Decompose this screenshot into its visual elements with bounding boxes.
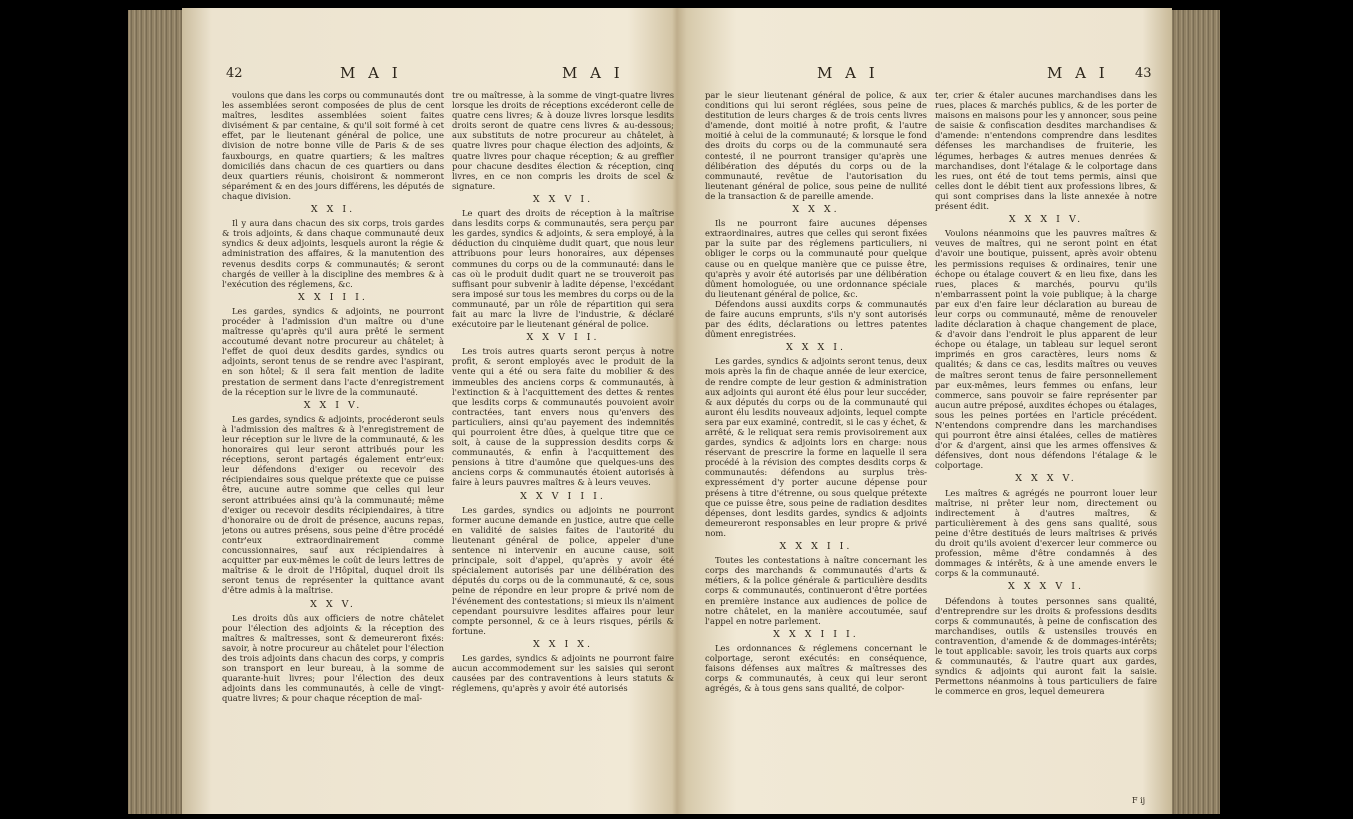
article-paragraph: Toutes les contestations à naître concernant les corps des marchands & communautés d'arts & métiers, & la police générale & particulière desdits corps & communautés, continueront d'être portées en première instance aux audiences de police de notre châtelet, en la manière accoutumée, sauf l'appel en notre parlement. bbox=[705, 555, 927, 626]
article-number: X X X V I. bbox=[1007, 581, 1084, 593]
right-column-4 bbox=[935, 90, 1157, 794]
article-paragraph: Ils ne pourront faire aucunes dépenses extraordinaires, autres que celles qui seront fixées par la suite par des réglemens particuliers, ni obliger le corps ou la communauté pour quelque cause ou en quelque manière que ce puisse être, qu'après y avoir été autorisés par une délibération dûment homologuée, ou une ordonnance spéciale du lieutenant général de police, &c. bbox=[705, 218, 927, 299]
article-paragraph: Les ordonnances & réglemens concernant le colportage, seront exécutés: en conséquence, faisons défenses aux maîtres & maîtresses des corps & communautés, à ceux qui leur seront agrégés, & à tous gens sans qualité, de colpor- bbox=[705, 642, 927, 694]
article-number: X X X. bbox=[792, 204, 840, 216]
running-head-right: M A I bbox=[1047, 64, 1109, 82]
article-paragraph: Les maîtres & agrégés ne pourront louer leur maîtrise, ni prêter leur nom, directement ou indirectement à d'autres maîtres, & particulièrement à des gens sans qualité, sous peine d'être destitués de leurs maîtrises & privés du droit qu'ils avoient d'exercer leur commerce ou profession, même d'être condamnés à des dommages & intérêts, & à une amende envers le corps & la communauté. bbox=[935, 487, 1157, 579]
article-paragraph: Les gardes, syndics & adjoints ne pourront faire aucun accommodement sur les saisies qui seront causées par des contraventions à leurs statuts & réglemens, qu'après y avoir été autorisés bbox=[452, 652, 674, 694]
article-number: X X I. bbox=[310, 204, 356, 216]
page-number-right: 43 bbox=[1135, 66, 1152, 81]
article-paragraph: par le sieur lieutenant général de police, & aux conditions qui lui seront réglées, sous peine de destitution de leurs charges & de trois cents livres d'amende, dont moitié à notre profit, & l'autre moitié à celui de la communauté; & lorsque le fond des droits du corps ou de la communauté sera contesté, il ne pourront transiger qu'après une délibération des députés du corps ou de la communauté, revêtue de l'autorisation du lieutenant général de police, sous peine de nullité de la transaction & de pareille amende. bbox=[705, 90, 927, 201]
article-paragraph: Les gardes, syndics & adjoints, ne pourront procéder à l'admission d'un maître ou d'une maîtresse qu'après qu'il aura prêté le serment accoutumé devant notre procureur au châtelet; à l'effet de quoi deux desdits gardes, syndics ou adjoints, seront tenus de se rendre avec l'aspirant, en son hôtel; & il sera fait mention de ladite prestation de serment dans l'acte d'enregistrement de la réception sur le livre de la communauté. bbox=[222, 305, 444, 397]
article-paragraph: Les trois autres quarts seront perçus à notre profit, & seront employés avec le produit de la vente qui a été ou sera faite du mobilier & des immeubles des anciens corps & communautés, à l'extinction & à l'acquittement des dettes & rentes que lesdits corps & communautés pouvoient avoir contractées, tant envers nous qu'envers des particuliers, ainsi qu'au payement des indemnités qui pourroient être dûes, à quelque titre que ce soit, à cause de la suppression desdits corps & communautés, & enfin à l'acquittement des pensions à titre d'aumône que quelques-uns des anciens corps & communautés étoient autorisés à faire à leurs pauvres maîtres & à leurs veuves. bbox=[452, 346, 674, 488]
article-paragraph: Les gardes, syndics & adjoints seront tenus, deux mois après la fin de chaque année de leur exercice, de rendre compte de leur gestion & administration aux adjoints qui auront été élus pour leur succéder, & aux députés du corps ou de la communauté qui auront élu lesdits nouveaux adjoints, lequel compte sera par eux examiné, contredit, si le cas y échet, & arrêté, & le reliquat sera remis provisoirement aux gardes, syndics & adjoints lors en charge: nous réservant de prescrire la forme en laquelle il sera procédé à la révision des comptes desdits corps & communautés: défendons au surplus très-expressément d'y porter aucune dépense pour présens à titre d'étrenne, ou sous quelque prétexte que ce puisse être, sous peine de radiation desdites dépenses, dont lesdits gardes, syndics & adjoints demeureront responsables en leur propre & privé nom. bbox=[705, 356, 927, 538]
page-number-left: 42 bbox=[226, 66, 243, 81]
article-number: X X X I V. bbox=[1008, 214, 1084, 226]
running-head-left: M A I bbox=[340, 64, 402, 82]
article-number: X X X I. bbox=[785, 342, 847, 354]
article-number: X X I X. bbox=[532, 638, 594, 650]
article-number: X X V I I. bbox=[526, 332, 600, 344]
article-paragraph: Les gardes, syndics & adjoints, procéderont seuls à l'admission des maîtres & à l'enregistrement de leur réception sur le livre de la communauté, & les honoraires qui leur seront attribués pour les réceptions, seront partagés également entr'eux: leur défendons d'exiger ou recevoir des récipiendaires sous quelque prétexte que ce puisse être, aucune autre somme que celles qui leur seront attribuées ainsi qu'à la communauté; même d'exiger ou recevoir desdits récipiendaires, à titre d'honoraire ou de droit de présence, aucuns repas, jetons ou autres présens, sous peine d'être procédé contr'eux extraordinairement comme concussionnaires, sauf aux récipiendaires à acquitter par eux-mêmes le coût de leurs lettres de maîtrise & le droit de l'Hôpital, duquel droit ils seront tenus de représenter la quittance avant d'être admis à la maîtrise. bbox=[222, 413, 444, 596]
article-paragraph: Les gardes, syndics ou adjoints ne pourront former aucune demande en justice, autre que celle en validité de saisies faites de l'autorité du lieutenant général de police, appeler d'une sentence ni intervenir en aucune cause, soit principale, soit d'appel, qu'après y avoir été spécialement autorisés par une délibération des députés du corps ou de la communauté, & ce, sous peine de répondre en leur propre & privé nom de l'événement des contestations; si mieux ils n'aiment cependant poursuivre lesdites affaires pour leur compte personnel, & ce à leurs risques, périls & fortune. bbox=[452, 504, 674, 636]
article-paragraph: Défendons aussi auxdits corps & communautés de faire aucuns emprunts, s'ils n'y sont autorisés par des édits, déclarations ou lettres patentes dûment enregistrées. bbox=[705, 298, 927, 340]
article-paragraph: tre ou maîtresse, à la somme de vingt-quatre livres lorsque les droits de réceptions excéderont celle de quatre cens livres; & à douze livres lorsque lesdits droits seront de quatre cens livres & au-dessous; aux substituts de notre procureur au châtelet, à quatre livres pour chaque élection des adjoints, & quatre livres pour chaque réception; & au greffier pour chacune desdites élection & réception, cinq livres, en ce non compris les droits de scel & signature. bbox=[452, 90, 674, 191]
article-number: X X I I I. bbox=[298, 291, 368, 303]
article-number: X X X V. bbox=[1015, 473, 1077, 485]
right-column-3 bbox=[705, 90, 927, 784]
page-edges-right bbox=[1170, 10, 1220, 814]
article-paragraph: Il y aura dans chacun des six corps, trois gardes & trois adjoints, & dans chaque communauté deux syndics & deux adjoints, lesquels auront la régie & administration des affaires, & la manutention des revenus desdits corps & communautés; & seront chargés de veiller à la discipline des membres & à l'exécution des réglemens, &c. bbox=[222, 218, 444, 289]
article-paragraph: voulons que dans les corps ou communautés dont les assemblées seront composées de plus de cent maîtres, lesdites assemblées soient faites divisément & par centaine, & qu'il soit formé à cet effet, par le lieutenant général de police, une division de notre bonne ville de Paris & de ses fauxbourgs, en quatre quartiers; & les maîtres domiciliés dans chacun de ces quartiers ou dans deux quartiers réunis, choisiront & nommeront séparément & en des jours différens, les députés de chaque division. bbox=[222, 90, 444, 201]
article-number: X X X I I. bbox=[779, 541, 853, 553]
signature-mark: F ij bbox=[1132, 796, 1146, 805]
article-paragraph: Le quart des droits de réception à la maîtrise dans lesdits corps & communautés, sera perçu par les gardes, syndics & adjoints, & sera employé, à la déduction du cinquième dudit quart, que nous leur attribuons pour leurs honoraires, aux dépenses communes du corps ou de la communauté: dans le cas où le produit dudit quart ne se trouveroit pas suffisant pour subvenir à ladite dépense, l'excédant sera imposé sur tous les membres du corps ou de la communauté, par un rôle de répartition qui sera fait au marc la livre de l'industrie, & déclaré exécutoire par le lieutenant général de police. bbox=[452, 208, 674, 330]
running-head-right-col3: M A I bbox=[817, 64, 879, 82]
book-spread bbox=[182, 8, 1172, 814]
page-edges-left bbox=[128, 10, 184, 814]
article-number: X X V I I I. bbox=[520, 490, 606, 502]
article-number: X X V I. bbox=[532, 193, 594, 205]
article-number: X X V. bbox=[310, 598, 356, 610]
article-paragraph: Les droits dûs aux officiers de notre châtelet pour l'élection des adjoints & la réception des maîtres & maîtresses, sont & demeureront fixés: savoir, à notre procureur au châtelet pour l'élection des trois adjoints dans chacun des corps, y compris son transport en leur bureau, à la somme de quarante-huit livres; pour l'élection des deux adjoints dans les communautés, à celle de vingt-quatre livres; & pour chaque réception de maî- bbox=[222, 612, 444, 704]
left-column-1 bbox=[222, 90, 444, 816]
article-paragraph: ter, crier & étaler aucunes marchandises dans les rues, places & marchés publics, & de les porter de maisons en maisons pour les y annoncer, sous peine de saisie & confiscation desdites marchandises & d'amende: n'entendons comprendre dans lesdites défenses les marchandises de fruiterie, les légumes, herbages & autres menues denrées & marchandises, dont l'étalage & le colportage dans les rues, ont été de tout tems permis, ainsi que celles dont le débit tient aux professions libres, & qui sont comprises dans la liste annexée à notre présent édit. bbox=[935, 90, 1157, 212]
article-number: X X I V. bbox=[303, 399, 363, 411]
article-paragraph: Voulons néanmoins que les pauvres maîtres & veuves de maîtres, qui ne seront point en état d'avoir une boutique, puissent, après avoir obtenu les permissions requises & ordinaires, tenir une échope ou étalage couvert & en lieu fixe, dans les rues, places & marchés, pourvu qu'ils n'embarrassent point la voie publique; à la charge par eux d'en faire leur déclaration au bureau de leur corps ou communauté, même de renouveler ladite déclaration à chaque changement de place, & d'avoir dans l'endroit le plus apparent de leur échope ou étalage, un tableau sur lequel seront imprimés en gros caractères, leurs noms & qualités; & dans ce cas, lesdits maîtres ou veuves de maîtres seront tenus de faire personnellement par eux-mêmes, leurs femmes ou enfans, leur commerce, sans pouvoir se faire représenter par aucun autre préposé, auxdites échopes ou étalages, sous les peines portées en l'article précédent. N'entendons comprendre dans les marchandises qui pourront être ainsi étalées, celles de matières d'or & d'argent, ainsi que les armes offensives & défensives, dont nous défendons l'étalage & le colportage. bbox=[935, 228, 1157, 471]
left-column-2 bbox=[452, 90, 674, 784]
article-number: X X X I I I. bbox=[773, 628, 859, 640]
article-paragraph: Défendons à toutes personnes sans qualité, d'entreprendre sur les droits & professions desdits corps & communautés, à peine de confiscation des marchandises, outils & ustensiles trouvés en contravention, d'amende & de dommages-intérêts; le tout applicable: savoir, les trois quarts aux corps & communautés, & l'autre quart aux gardes, syndics & adjoints qui auront fait la saisie. Permettons néanmoins à tous particuliers de faire le commerce en gros, lequel demeurera bbox=[935, 595, 1157, 697]
running-head-left-col2: M A I bbox=[562, 64, 624, 82]
